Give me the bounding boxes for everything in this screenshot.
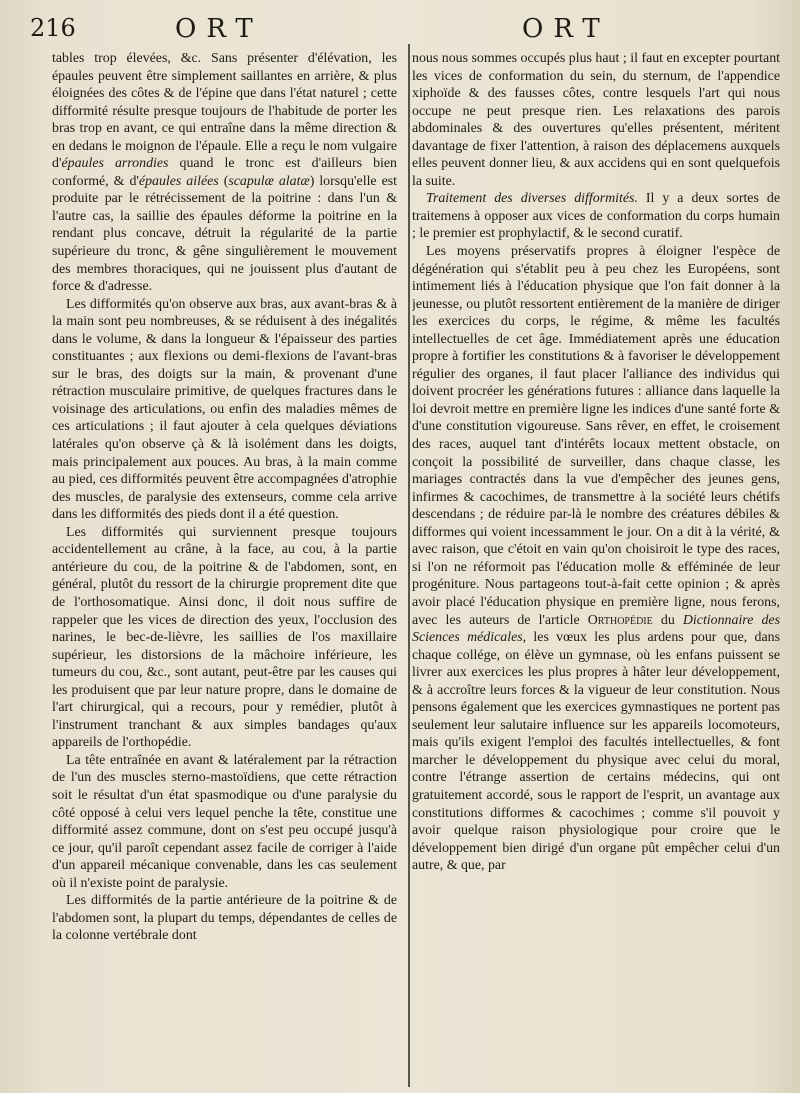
left-column (52, 50, 397, 1085)
paragraph: tables trop élevées, &c. Sans présenter d'élévation, les épaules peuvent être simplement saillantes en arrière, & plus éloignées des côtes & de l'épine que dans l'état naturel ; cette difformité résulte presque toujours de l'habitude de porter les bras trop en avant, ce qui entraîne dans la même direction & en dedans le moignon de l'épaule. Elle a reçu le nom vulgaire d'épaules arrondies quand le tronc est d'ailleurs bien conformé, & d'épaules ailées (scapulæ alatæ) lorsqu'elle est produite par le rétrécissement de la poitrine : dans l'un & l'autre cas, la saillie des épaules déforme la poitrine en la rendant plus concave, détruit la régularité de la partie supérieure du tronc, & gêne singulièrement le mouvement des membres thoraciques, qui ne jouissent plus d'autant de force & d'adresse. (52, 51, 397, 295)
right-running-head: ORT (522, 14, 610, 44)
section-heading: Traitement des diverses difformités. (426, 191, 638, 207)
paragraph: Les difformités qu'on observe aux bras, aux avant-bras & à la main sont peu nombreuses, & se réduisent à des inégalités dans le volume, & dans la longueur & l'épaisseur des parties constituantes ; aux flexions ou demi-flexions de l'avant-bras sur le bras, des doigts sur la main, & provenant d'une rétraction musculaire primitive, de quelques fractures dans le voisinage des articulations, ou enfin des maladies mêmes de ces articulations ; il faut ajouter à cela quelques déviations latérales qu'on observe çà & là isolément dans les doigts, mais principalement aux pouces. Au bras, à la main comme au pied, ces difformités peuvent être accompagnées d'atrophie des muscles, de paralysie des extenseurs, comme cela arrive dans les difformités des pieds dont il a été question. (52, 296, 397, 523)
paragraph: Traitement des diverses difformités. Il y a deux sortes de traitemens à opposer aux vices de conformation du corps humain ; le premier est prophylactif, & le second curatif. (412, 191, 780, 242)
paragraph: Les difformités qui surviennent presque toujours accidentellement au crâne, à la face, au cou, à la partie antérieure du cou, de la poitrine & de l'abdomen, sont, en général, plutôt du ressort de la chirurgie proprement dite que de l'orthosomatique. Ainsi donc, il doit nous suffire de rappeler que les vices de direction des yeux, l'occlusion des narines, le bec-de-lièvre, les saillies de l'os maxillaire supérieur, les distorsions de la mâchoire inférieure, les tumeurs du cou, &c., sont autant, peut-être par les causes qui les produisent que par leur nature propre, dans le domaine de l'art chirurgical, qui a recours, pour y remédier, plutôt à l'instrument tranchant & aux simples bandages qu'aux appareils de l'orthopédie. (52, 524, 397, 751)
paragraph: Les difformités de la partie antérieure de la poitrine & de l'abdomen sont, la plupart du temps, dépendantes de celles de la colonne vertébrale dont (52, 893, 397, 944)
paragraph: Les moyens préservatifs propres à éloigner l'espèce de dégénération qui s'établit peu à peu chez les Européens, sont intimement liés à l'éducation physique que l'on fait donner à la jeunesse, ou plutôt ressortent entièrement de la manière de diriger les exercices du corps, le régime, & même les facultés intellectuelles de cet âge. Immédiatement après une éducation propre à fortifier les constitutions & à favoriser le développement régulier des organes, il faut placer l'alliance des individus qui doivent procréer les générations futures : alliance dans laquelle la loi devroit mettre en première ligne les indices d'une santé forte & d'une constitution vigoureuse. Sans rêver, en effet, le croisement des races, auquel tant d'intérêts locaux mettent obstacle, on conçoit la possibilité de surveiller, dans chaque classe, les mariages contractés dans la vue d'empêcher des jeunes gens, infirmes & cacochimes, de transmettre à la société leurs chétifs descendans ; de réduire par-là le nombre des créatures débiles & difformes qui voient incessamment le jour. On a dit à la vérité, & avec raison, que c'étoit en vain qu'on choisiroit le type des races, si l'on ne réformoit pas l'éducation molle & efféminée de leur progéniture. Nous partageons tout-à-fait cette opinion ; & après avoir placé l'éducation physique en première ligne, nous ferons, avec les auteurs de l'article Orthopédie du Dictionnaire des Sciences médicales, les vœux les plus ardens pour que, dans chaque collége, on élève un gymnase, où les enfans puissent se livrer aux exercices les plus propres à hâter leur développement, & à accroître leurs forces & la vigueur de leur constitution. Nous pensons également que les exercices gymnastiques ne portent pas seulement leur salutaire influence sur les appareils locomoteurs, mais qu'ils exigent l'emploi des facultés intellectuelles, & font marcher le développement du physique avec celui du moral, contre l'étrange assertion de certains médecins, qui ont gratuitement accordé, sous le rapport de l'esprit, un avantage aux constitutions difformes & cacochimes ; comme s'il pouvoit y avoir quelque raison physiologique pour croire que le développement bien dirigé d'un organe pût empêcher celui d'un autre, & que, par (412, 244, 780, 874)
left-running-head: ORT (175, 14, 263, 44)
page-header (0, 14, 800, 44)
right-column (412, 50, 780, 1085)
page-number: 216 (30, 14, 76, 42)
paragraph: La tête entraînée en avant & latéralement par la rétraction de l'un des muscles sterno-mastoïdiens, que cette rétraction soit le résultat d'un état spasmodique ou d'une paralysie du côté opposé à celui vers lequel penche la tête, constitue une difformité assez commune, dont on s'est peu occupé jusqu'à ce jour, qu'il paroît cependant assez facile de corriger à l'aide d'un appareil mécanique convenable, dans les cas seulement où il n'existe point de paralysie. (52, 752, 397, 891)
column-divider (408, 44, 410, 1087)
paragraph: nous nous sommes occupés plus haut ; il faut en excepter pourtant les vices de conformation du sein, du sternum, de l'appendice xiphoïde & des fausses côtes, contre lesquels l'art qui nous occupe ne peut presque rien. Les relaxations des parois abdominales & des ouvertures qu'elles présentent, méritent davantage de fixer l'attention, à raison des déplacemens auxquels elles peuvent donner lieu, & aux accidens qui en sont quelquefois la suite. (412, 51, 780, 189)
